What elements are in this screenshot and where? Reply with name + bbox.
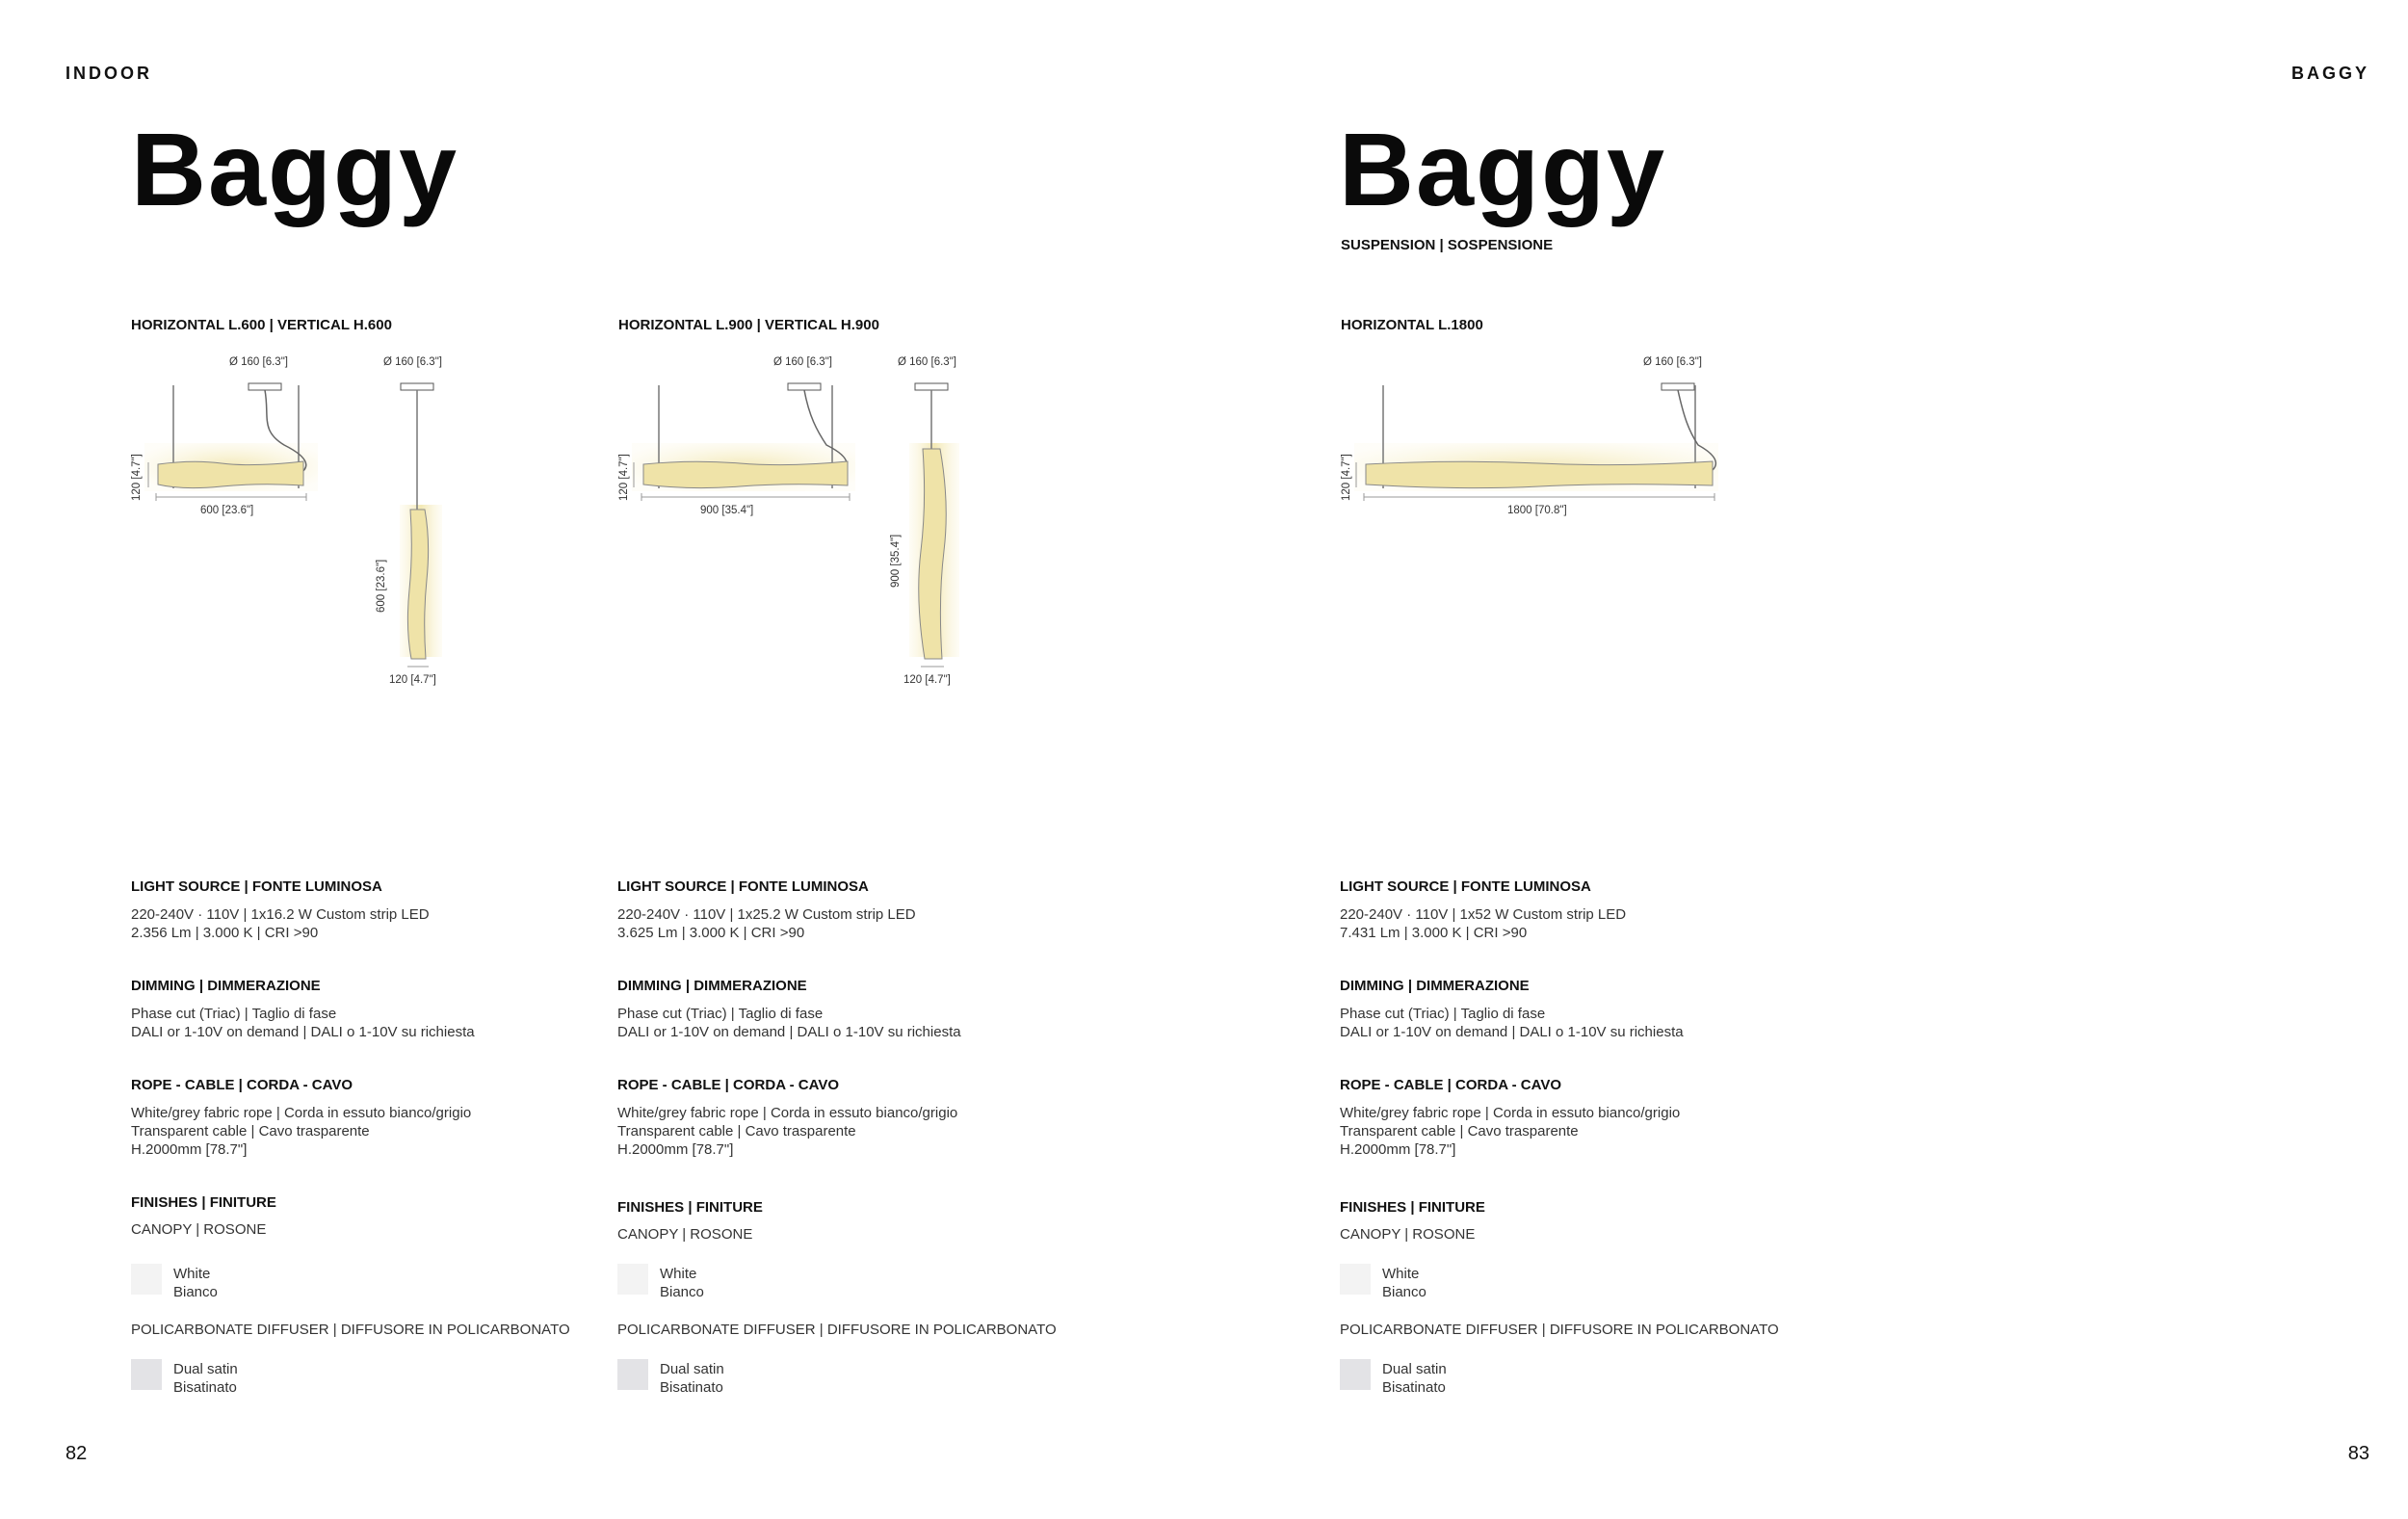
finish-name: Dual satin [1382, 1361, 1447, 1377]
satin-swatch [1340, 1359, 1371, 1390]
rope-heading: ROPE - CABLE | CORDA - CAVO [131, 1077, 353, 1093]
canopy-heading: CANOPY | ROSONE [1340, 1226, 1476, 1243]
canopy-diameter-dim: Ø 160 [6.3"] [383, 356, 442, 368]
light-source-line: 220-240V · 110V | 1x25.2 W Custom strip LED [617, 906, 916, 923]
vertical-600-drawing [380, 378, 458, 676]
light-source-line: 220-240V · 110V | 1x16.2 W Custom strip LED [131, 906, 430, 923]
diffuser-heading: POLICARBONATE DIFFUSER | DIFFUSORE IN POLICARBONATO [1340, 1322, 1779, 1338]
rope-line: Transparent cable | Cavo trasparente [617, 1123, 856, 1139]
light-source-heading: LIGHT SOURCE | FONTE LUMINOSA [131, 878, 382, 895]
finish-name: White [173, 1266, 211, 1282]
light-source-line: 220-240V · 110V | 1x52 W Custom strip LED [1340, 906, 1627, 923]
dimming-heading: DIMMING | DIMMERAZIONE [131, 978, 321, 994]
light-source-line: 7.431 Lm | 3.000 K | CRI >90 [1340, 925, 1528, 941]
rope-line: White/grey fabric rope | Corda in essuto bianco/grigio [617, 1105, 958, 1121]
height-dim: 120 [4.7"] [131, 454, 143, 501]
rope-line: Transparent cable | Cavo trasparente [1340, 1123, 1579, 1139]
model-label-1800: HORIZONTAL L.1800 [1341, 317, 1483, 333]
dimming-line: Phase cut (Triac) | Taglio di fase [617, 1006, 824, 1022]
width-dim: 120 [4.7"] [389, 674, 436, 686]
white-swatch [1340, 1264, 1371, 1295]
light-source-line: 3.625 Lm | 3.000 K | CRI >90 [617, 925, 805, 941]
dimming-line: DALI or 1-10V on demand | DALI o 1-10V su richiesta [131, 1024, 475, 1040]
rope-line: White/grey fabric rope | Corda in essuto bianco/grigio [131, 1105, 472, 1121]
length-dim: 1800 [70.8"] [1507, 505, 1567, 516]
dimming-line: Phase cut (Triac) | Taglio di fase [1340, 1006, 1546, 1022]
rope-line: White/grey fabric rope | Corda in essuto bianco/grigio [1340, 1105, 1681, 1121]
satin-swatch [131, 1359, 162, 1390]
dimming-heading: DIMMING | DIMMERAZIONE [617, 978, 807, 994]
finishes-heading: FINISHES | FINITURE [617, 1199, 763, 1216]
finish-name: White [1382, 1266, 1420, 1282]
page-number-right: 83 [2347, 1443, 2369, 1464]
satin-swatch [617, 1359, 648, 1390]
finish-name: Dual satin [173, 1361, 238, 1377]
section-label-baggy: BAGGY [2290, 64, 2369, 83]
width-dim: 120 [4.7"] [903, 674, 951, 686]
canopy-heading: CANOPY | ROSONE [131, 1221, 267, 1238]
finish-name: Dual satin [660, 1361, 724, 1377]
rope-heading: ROPE - CABLE | CORDA - CAVO [617, 1077, 840, 1093]
vertical-length-dim: 600 [23.6"] [376, 559, 387, 613]
finish-name: Bianco [173, 1284, 218, 1300]
page-title-left: Baggy [131, 111, 459, 227]
rope-line: H.2000mm [78.7"] [131, 1141, 248, 1158]
rope-line: H.2000mm [78.7"] [617, 1141, 734, 1158]
length-dim: 900 [35.4"] [700, 505, 754, 516]
height-dim: 120 [4.7"] [1341, 454, 1352, 501]
page-number-left: 82 [65, 1443, 88, 1464]
rope-heading: ROPE - CABLE | CORDA - CAVO [1340, 1077, 1562, 1093]
diffuser-heading: POLICARBONATE DIFFUSER | DIFFUSORE IN POLICARBONATO [131, 1322, 570, 1338]
canopy-diameter-dim: Ø 160 [6.3"] [773, 356, 832, 368]
canopy-diameter-dim: Ø 160 [6.3"] [898, 356, 956, 368]
model-label-600: HORIZONTAL L.600 | VERTICAL H.600 [131, 317, 392, 333]
page-title-right: Baggy [1339, 111, 1667, 227]
product-type-subtitle: SUSPENSION | SOSPENSIONE [1341, 237, 1554, 253]
finish-name: Bisatinato [173, 1379, 237, 1396]
length-dim: 600 [23.6"] [200, 505, 254, 516]
diffuser-heading: POLICARBONATE DIFFUSER | DIFFUSORE IN POLICARBONATO [617, 1322, 1057, 1338]
white-swatch [131, 1264, 162, 1295]
model-label-900: HORIZONTAL L.900 | VERTICAL H.900 [618, 317, 879, 333]
light-source-line: 2.356 Lm | 3.000 K | CRI >90 [131, 925, 319, 941]
vertical-length-dim: 900 [35.4"] [890, 534, 902, 588]
section-label-indoor: INDOOR [65, 64, 152, 83]
height-dim: 120 [4.7"] [618, 454, 630, 501]
light-source-heading: LIGHT SOURCE | FONTE LUMINOSA [617, 878, 869, 895]
dimming-line: DALI or 1-10V on demand | DALI o 1-10V su richiesta [617, 1024, 961, 1040]
canopy-heading: CANOPY | ROSONE [617, 1226, 753, 1243]
rope-line: H.2000mm [78.7"] [1340, 1141, 1456, 1158]
vertical-900-drawing [896, 378, 973, 676]
canopy-diameter-dim: Ø 160 [6.3"] [229, 356, 288, 368]
finishes-heading: FINISHES | FINITURE [131, 1194, 276, 1211]
finish-name: Bianco [1382, 1284, 1426, 1300]
finish-name: Bisatinato [1382, 1379, 1446, 1396]
horizontal-900-drawing [624, 378, 865, 503]
finish-name: Bianco [660, 1284, 704, 1300]
finish-name: Bisatinato [660, 1379, 723, 1396]
dimming-line: Phase cut (Triac) | Taglio di fase [131, 1006, 337, 1022]
canopy-diameter-dim: Ø 160 [6.3"] [1643, 356, 1702, 368]
finish-name: White [660, 1266, 697, 1282]
dimming-line: DALI or 1-10V on demand | DALI o 1-10V su richiesta [1340, 1024, 1684, 1040]
horizontal-1800-drawing [1347, 378, 1732, 503]
finishes-heading: FINISHES | FINITURE [1340, 1199, 1485, 1216]
light-source-heading: LIGHT SOURCE | FONTE LUMINOSA [1340, 878, 1591, 895]
dimming-heading: DIMMING | DIMMERAZIONE [1340, 978, 1530, 994]
horizontal-600-drawing [135, 378, 327, 503]
white-swatch [617, 1264, 648, 1295]
rope-line: Transparent cable | Cavo trasparente [131, 1123, 370, 1139]
